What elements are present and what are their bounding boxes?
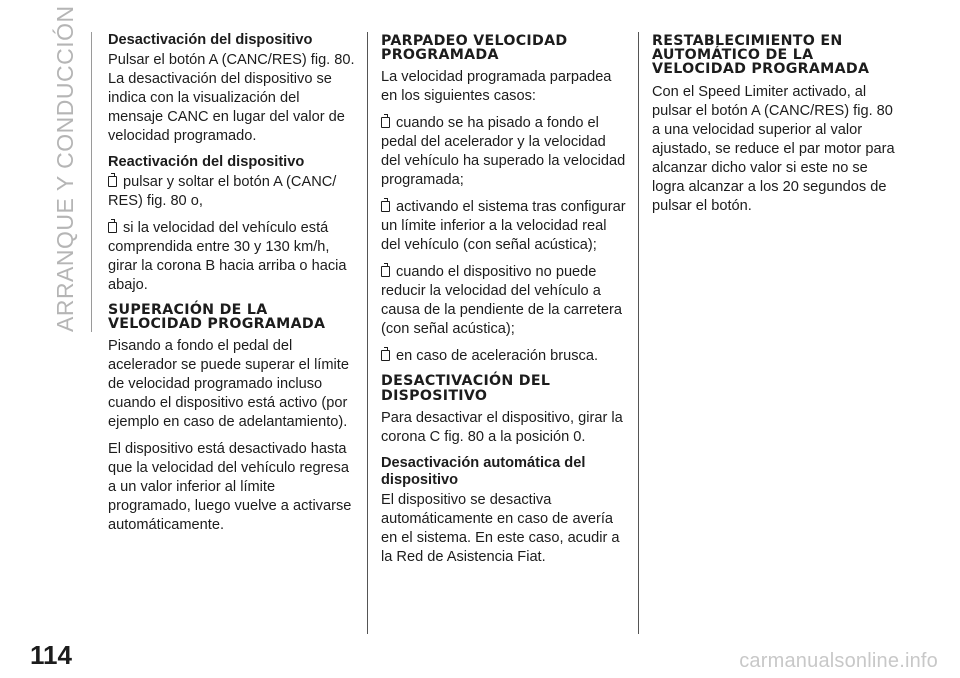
paragraph: Pisando a fondo el pedal del acelerador se puede superar el límite de velocidad programado incluso cuando el dispositivo está activo (por ejemplo en caso de adelantamiento). [108, 338, 349, 431]
text-column-2 [381, 32, 629, 575]
list-item-text: pulsar y soltar el botón A (CANC/ RES) fig. 80 o, [108, 174, 337, 209]
bullet-icon [381, 117, 390, 128]
watermark: carmanualsonline.info [739, 650, 938, 672]
bullet-icon [381, 201, 390, 212]
list-item [381, 263, 629, 339]
column-divider-1 [367, 32, 368, 634]
paragraph: El dispositivo está desactivado hasta que la velocidad del vehículo regresa a un valor inferior al límite programado, luego vuelve a activarse automáticamente. [108, 441, 352, 534]
side-section-title: ARRANQUE Y CONDUCCIÓN [52, 5, 78, 332]
list-item [108, 219, 358, 295]
bullet-icon [381, 266, 390, 277]
list-item [381, 198, 629, 255]
list-item [381, 114, 629, 190]
text-column-1 [108, 32, 358, 543]
subheading-auto-deactivation: Desactivación automática del dispositivo [381, 454, 586, 488]
bullet-icon [108, 176, 117, 187]
section-heading-overspeed: SUPERACIÓN DE LA VELOCIDAD PROGRAMADA [108, 302, 326, 333]
list-item-text: en caso de aceleración brusca. [396, 348, 599, 365]
paragraph: Pulsar el botón A (CANC/RES) fig. 80. La desactivación del dispositivo se indica con la visualización del mensaje CANC en lugar del valor de velocidad programado. [108, 52, 355, 144]
page-number: 114 [30, 640, 72, 670]
column-divider-2 [638, 32, 639, 634]
paragraph: El dispositivo se desactiva automáticamente en caso de avería en el sistema. En este caso, acudir a la Red de Asistencia Fiat. [381, 491, 620, 565]
list-item-text: activando el sistema tras configurar un límite inferior a la velocidad real del vehículo (con señal acústica); [381, 199, 626, 254]
list-item-text: si la velocidad del vehículo está comprendida entre 30 y 130 km/h, girar la corona B hacia arriba o hacia abajo. [108, 220, 347, 293]
paragraph: La velocidad programada parpadea en los siguientes casos: [381, 69, 612, 105]
section-heading-auto-restore: RESTABLECIMIENTO EN AUTOMÁTICO DE LA VELOCIDAD PROGRAMADA [652, 33, 870, 78]
section-heading-deactivation: DESACTIVACIÓN DEL DISPOSITIVO [381, 373, 551, 404]
text-column-3 [652, 32, 902, 224]
list-item [108, 173, 358, 211]
bullet-icon [108, 222, 117, 233]
list-item [381, 347, 629, 366]
bullet-icon [381, 350, 390, 361]
subheading-deactivation: Desactivación del dispositivo [108, 32, 313, 48]
paragraph: Para desactivar el dispositivo, girar la corona C fig. 80 a la posición 0. [381, 409, 623, 445]
subheading-reactivation: Reactivación del dispositivo [108, 154, 305, 170]
section-heading-blinking-speed: PARPADEO VELOCIDAD PROGRAMADA [381, 33, 568, 64]
side-divider [91, 32, 92, 332]
list-item-text: cuando se ha pisado a fondo el pedal del acelerador y la velocidad del vehículo ha superado la velocidad programada; [381, 115, 626, 189]
list-item-text: cuando el dispositivo no puede reducir la velocidad del vehículo a causa de la pendiente de la carretera (con señal acústica); [381, 264, 622, 338]
paragraph: Con el Speed Limiter activado, al pulsar el botón A (CANC/RES) fig. 80 a una velocidad superior al valor ajustado, se reduce el par motor para alcanzar dicho valor si este no se logra alcanzar a los 20 segundos de pulsar el botón. [652, 83, 895, 214]
